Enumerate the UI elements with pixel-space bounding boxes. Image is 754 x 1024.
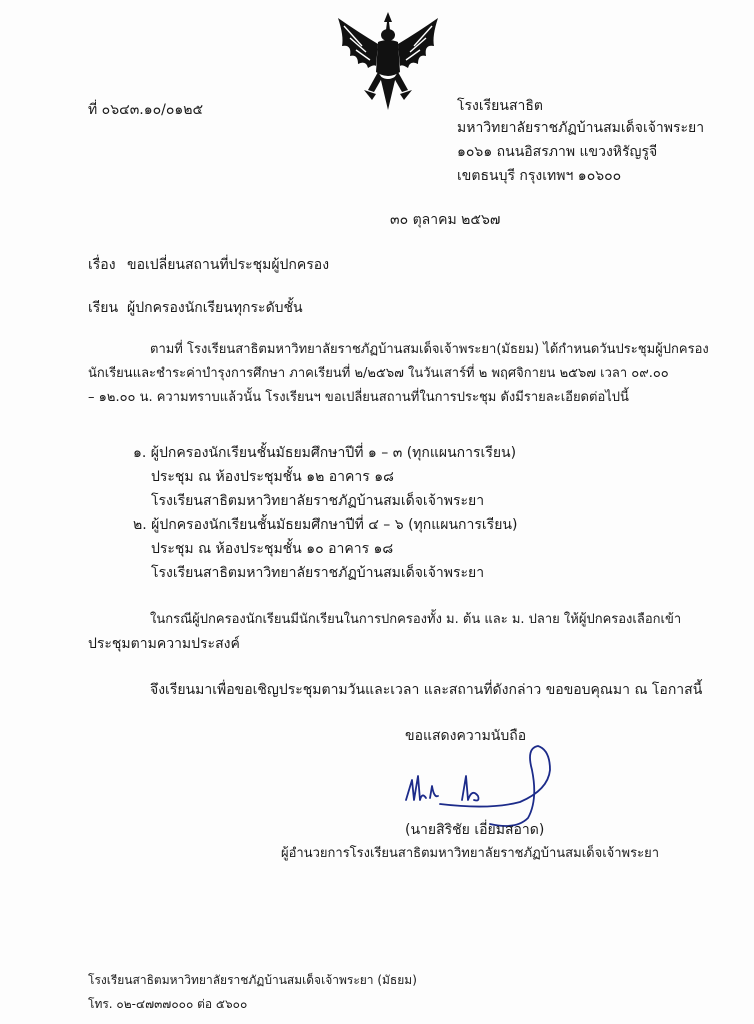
garuda-emblem-icon bbox=[332, 10, 444, 112]
handwritten-signature bbox=[400, 740, 560, 830]
footer-phone: โทร. ๐๒-๔๗๓๗๐๐๐ ต่อ ๕๖๐๐ bbox=[88, 997, 248, 1011]
subject-text: ขอเปลี่ยนสถานที่ประชุมผู้ปกครอง bbox=[127, 257, 330, 273]
regards: ขอแสดงความนับถือ bbox=[405, 728, 527, 744]
item-room: ประชุม ณ ห้องประชุมชั้น ๑๐ อาคาร ๑๘ bbox=[151, 541, 394, 557]
body-line: – ๑๒.๐๐ น. ความทราบแล้วนั้น โรงเรียนฯ ขอเปลี่ยนสถานที่ในการประชุม ดังมีรายละเอียดต่อไปนี้ bbox=[88, 390, 629, 405]
signer-name: (นายสิริชัย เอี่ยมสอาด) bbox=[405, 822, 545, 838]
signer-title: ผู้อำนวยการโรงเรียนสาธิตมหาวิทยาลัยราชภัฏบ้านสมเด็จเจ้าพระยา bbox=[281, 846, 660, 861]
sender-university: มหาวิทยาลัยราชภัฏบ้านสมเด็จเจ้าพระยา bbox=[457, 120, 705, 136]
to-label: เรียน bbox=[88, 300, 119, 316]
item-title: ๒. ผู้ปกครองนักเรียนชั้นมัธยมศึกษาปีที่ ๔ – ๖ (ทุกแผนการเรียน) bbox=[133, 517, 518, 533]
sender-name: โรงเรียนสาธิต bbox=[457, 98, 543, 114]
note-line: ประชุมตามความประสงค์ bbox=[88, 636, 240, 652]
note-line: ในกรณีผู้ปกครองนักเรียนมีนักเรียนในการปกครองทั้ง ม. ต้น และ ม. ปลาย ให้ผู้ปกครองเลือกเข้า bbox=[150, 612, 682, 627]
sender-street: ๑๐๖๑ ถนนอิสรภาพ แขวงหิรัญรูจี bbox=[457, 144, 658, 160]
item-school: โรงเรียนสาธิตมหาวิทยาลัยราชภัฏบ้านสมเด็จเจ้าพระยา bbox=[151, 493, 485, 509]
letter-date: ๓๐ ตุลาคม ๒๕๖๗ bbox=[390, 212, 501, 228]
body-line: ตามที่ โรงเรียนสาธิตมหาวิทยาลัยราชภัฏบ้านสมเด็จเจ้าพระยา(มัธยม) ได้กำหนดวันประชุมผู้ปกครอง bbox=[150, 342, 709, 357]
sender-district: เขตธนบุรี กรุงเทพฯ ๑๐๖๐๐ bbox=[457, 168, 622, 184]
to-text: ผู้ปกครองนักเรียนทุกระดับชั้น bbox=[127, 300, 303, 316]
item-school: โรงเรียนสาธิตมหาวิทยาลัยราชภัฏบ้านสมเด็จเจ้าพระยา bbox=[151, 565, 485, 581]
reference-number: ที่ ๐๖๔๓.๑๐/๐๑๒๕ bbox=[88, 102, 204, 118]
subject-label: เรื่อง bbox=[88, 257, 116, 273]
item-title: ๑. ผู้ปกครองนักเรียนชั้นมัธยมศึกษาปีที่ ๑ – ๓ (ทุกแผนการเรียน) bbox=[133, 445, 517, 461]
closing-paragraph: จึงเรียนมาเพื่อขอเชิญประชุมตามวันและเวลา และสถานที่ดังกล่าว ขอขอบคุณมา ณ โอกาสนี้ bbox=[150, 682, 703, 698]
item-room: ประชุม ณ ห้องประชุมชั้น ๑๒ อาคาร ๑๘ bbox=[151, 469, 394, 485]
body-line: นักเรียนและชำระค่าบำรุงการศึกษา ภาคเรียนที่ ๒/๒๕๖๗ ในวันเสาร์ที่ ๒ พฤศจิกายน ๒๕๖๗ เวลา ๐๙.๐๐ bbox=[88, 366, 669, 381]
footer-school: โรงเรียนสาธิตมหาวิทยาลัยราชภัฏบ้านสมเด็จเจ้าพระยา (มัธยม) bbox=[88, 973, 417, 987]
